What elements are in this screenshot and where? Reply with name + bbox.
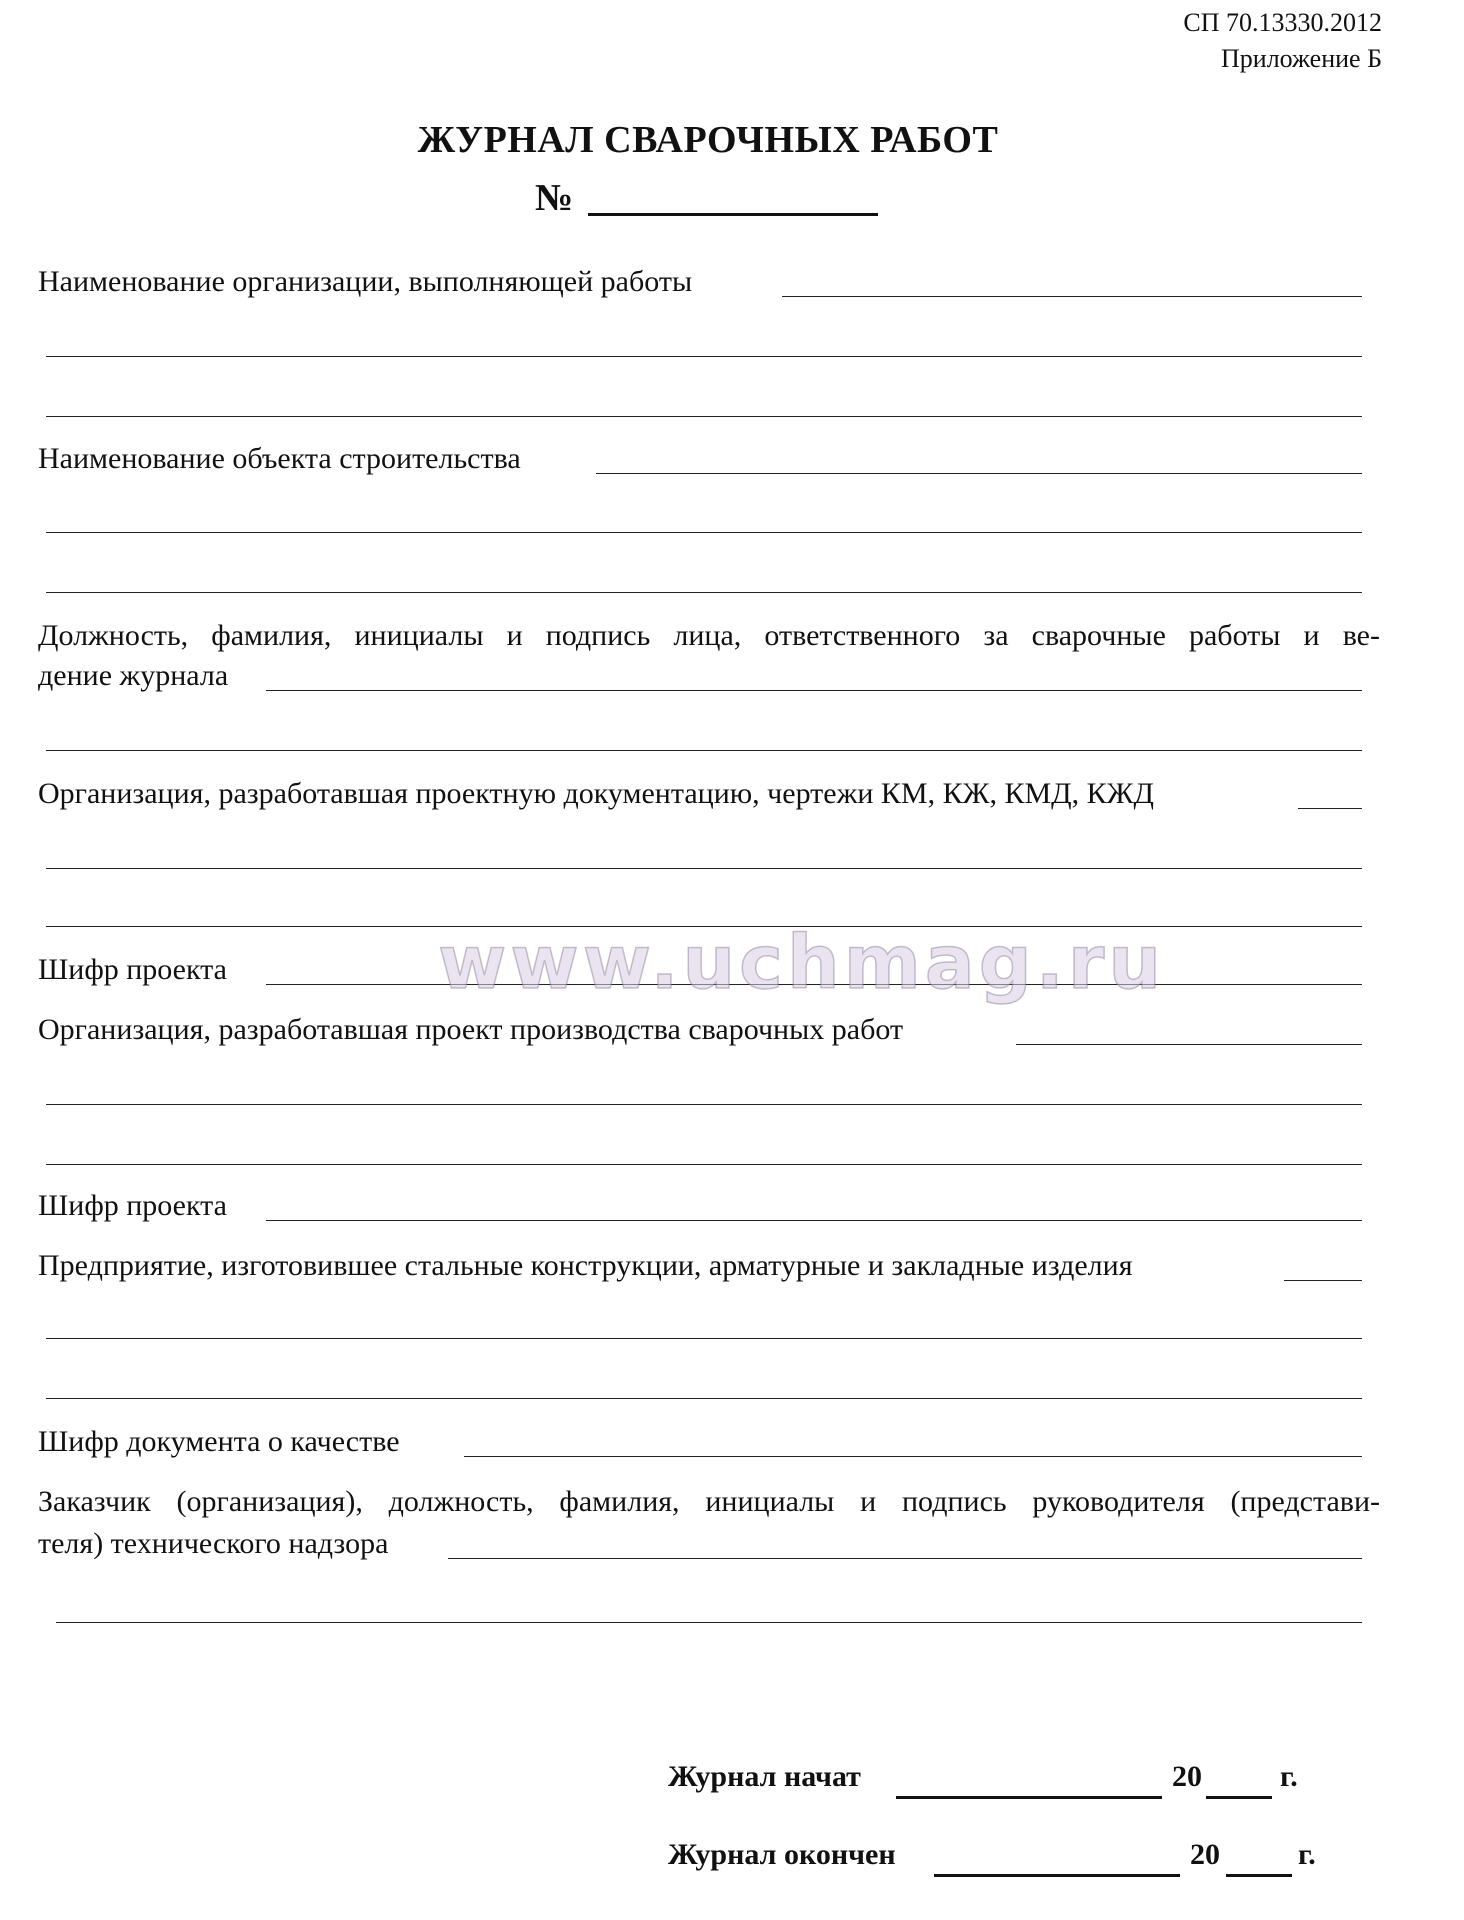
- customer-field[interactable]: [448, 1558, 1362, 1559]
- journal-ended-year-field[interactable]: [1226, 1874, 1292, 1877]
- welding-project-org-label: Организация, разработавшая проект производства сварочных работ: [38, 1013, 904, 1046]
- responsible-person-label: Должность, фамилия, инициалы и подпись лица, ответственного за сварочные работы и ве-: [38, 619, 1380, 652]
- customer-label-cont: теля) технического надзора: [38, 1527, 389, 1560]
- welding-project-org-field-line3[interactable]: [46, 1164, 1362, 1165]
- design-org-field-line2[interactable]: [46, 868, 1362, 869]
- manufacturer-field-line3[interactable]: [46, 1398, 1362, 1399]
- design-org-label: Организация, разработавшая проектную документацию, чертежи КМ, КЖ, КМД, КЖД: [38, 777, 1154, 810]
- document-code: СП 70.13330.2012: [1183, 8, 1382, 37]
- quality-doc-code-label: Шифр документа о качестве: [38, 1425, 400, 1458]
- journal-ended-year-suffix: г.: [1298, 1838, 1316, 1871]
- manufacturer-field[interactable]: [1284, 1280, 1362, 1281]
- watermark: www.uchmag.ru: [438, 920, 1165, 1006]
- manufacturer-field-line2[interactable]: [46, 1338, 1362, 1339]
- responsible-person-field[interactable]: [266, 690, 1362, 691]
- appendix-label: Приложение Б: [1221, 44, 1382, 73]
- project-code-label: Шифр проекта: [38, 953, 227, 986]
- responsible-person-label-cont: дение журнала: [38, 659, 229, 692]
- journal-started-label: Журнал начат: [668, 1760, 861, 1793]
- journal-number-field[interactable]: [588, 213, 878, 216]
- customer-label: Заказчик (организация), должность, фамилия, инициалы и подпись руководителя (представи-: [38, 1485, 1380, 1518]
- object-name-field-line3[interactable]: [46, 592, 1362, 593]
- journal-started-date-field[interactable]: [896, 1796, 1162, 1799]
- org-performing-label: Наименование организации, выполняющей работы: [38, 265, 693, 298]
- project-code-2-label: Шифр проекта: [38, 1189, 227, 1222]
- welding-project-org-field[interactable]: [1016, 1044, 1362, 1045]
- page-title: ЖУРНАЛ СВАРОЧНЫХ РАБОТ: [417, 119, 999, 161]
- journal-ended-label: Журнал окончен: [668, 1838, 896, 1871]
- object-name-field-line2[interactable]: [46, 532, 1362, 533]
- journal-started-year-field[interactable]: [1206, 1796, 1272, 1799]
- org-performing-field-line3[interactable]: [46, 416, 1362, 417]
- journal-ended-date-field[interactable]: [934, 1874, 1180, 1877]
- design-org-field[interactable]: [1298, 808, 1362, 809]
- org-performing-field[interactable]: [782, 296, 1362, 297]
- customer-field-line2[interactable]: [56, 1622, 1362, 1623]
- welding-project-org-field-line2[interactable]: [46, 1104, 1362, 1105]
- project-code-2-field[interactable]: [266, 1220, 1362, 1221]
- manufacturer-label: Предприятие, изготовившее стальные конструкции, арматурные и закладные изделия: [38, 1249, 1133, 1282]
- journal-number-sign: №: [535, 177, 574, 219]
- object-name-field[interactable]: [596, 473, 1362, 474]
- org-performing-field-line2[interactable]: [46, 356, 1362, 357]
- journal-ended-year-prefix: 20: [1190, 1838, 1220, 1871]
- quality-doc-code-field[interactable]: [464, 1456, 1362, 1457]
- responsible-person-field-line2[interactable]: [46, 750, 1362, 751]
- object-name-label: Наименование объекта строительства: [38, 442, 521, 475]
- journal-started-year-prefix: 20: [1172, 1760, 1202, 1793]
- journal-started-year-suffix: г.: [1280, 1760, 1298, 1793]
